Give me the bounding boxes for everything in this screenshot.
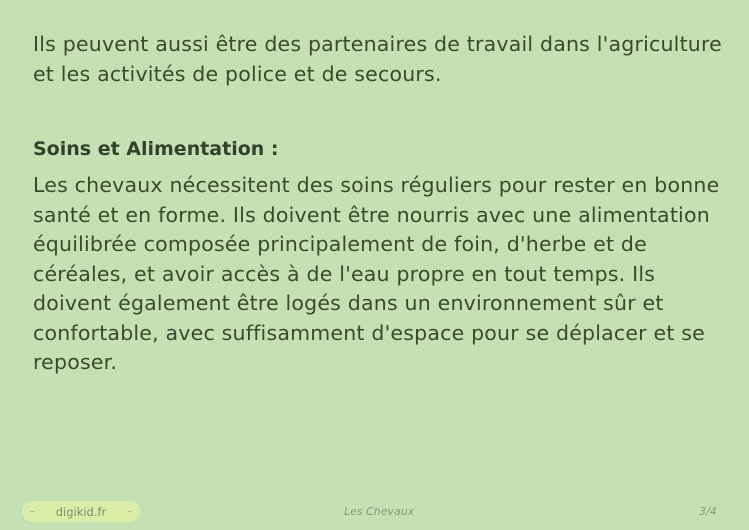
body-paragraph: Les chevaux nécessitent des soins réguliers pour rester en bonne santé et en forme. Ils doivent être nourris avec une alimentation équilibrée composée principalement de foin, d'herbe et de céréales, et avoir accès à de l'eau propre en tout temps. Ils doivent également être logés dans un environnement sûr et confortable, avec suffisamment d'espace pour se déplacer et se reposer. bbox=[33, 173, 720, 374]
brand-badge[interactable] bbox=[22, 501, 140, 522]
brand-label: digikid.fr bbox=[55, 504, 107, 519]
section-heading: Soins et Alimentation : bbox=[33, 138, 279, 160]
right-dash-icon: – bbox=[126, 506, 132, 517]
page-number: 3/4 bbox=[699, 505, 717, 518]
footer-document-title: Les Chevaux bbox=[344, 505, 415, 518]
intro-paragraph: Ils peuvent aussi être des partenaires de travail dans l'agriculture et les activités de police et de secours. bbox=[33, 32, 722, 86]
left-dash-icon: – bbox=[30, 506, 35, 517]
